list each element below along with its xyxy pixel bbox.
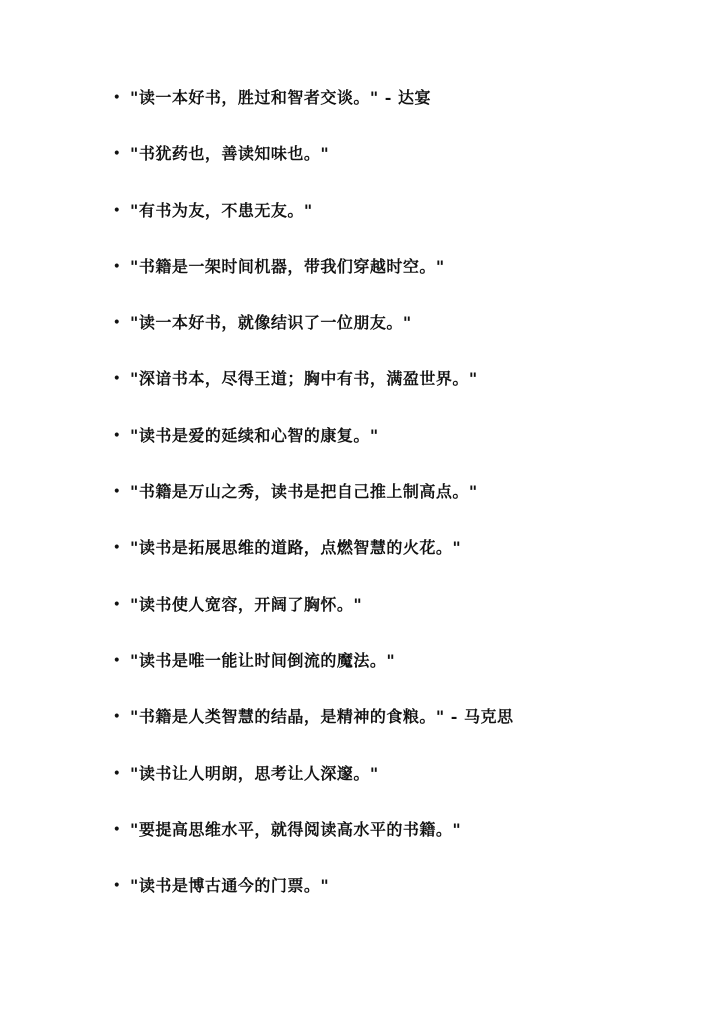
list-item — [0, 817, 720, 873]
bullet-icon: • — [112, 484, 122, 501]
list-item — [0, 85, 720, 141]
bullet-icon: • — [112, 202, 122, 219]
list-item — [0, 366, 720, 422]
quote-text: "有书为友，不患无友。" — [130, 200, 313, 220]
bullet-icon: • — [112, 540, 122, 557]
quote-text: "书籍是人类智慧的结晶，是精神的食粮。" - 马克思 — [130, 707, 514, 727]
bullet-icon: • — [112, 596, 122, 613]
list-item — [0, 423, 720, 479]
quote-text: "读一本好书，胜过和智者交谈。" - 达宴 — [130, 88, 431, 107]
bullet-icon: • — [112, 371, 122, 388]
list-item — [0, 254, 720, 310]
list-item — [0, 198, 720, 254]
quote-text: "书犹药也，善读知味也。" — [130, 144, 330, 164]
list-item — [0, 873, 720, 929]
quote-text: "读书让人明朗，思考让人深邃。" — [130, 763, 379, 783]
quote-text: "读书是爱的延续和心智的康复。" — [130, 425, 379, 445]
quote-text: "读书是唯一能让时间倒流的魔法。" — [130, 650, 396, 670]
bullet-icon: • — [112, 821, 122, 838]
bullet-icon: • — [112, 427, 122, 444]
quote-text: "读书是博古通今的门票。" — [130, 876, 330, 896]
list-item — [0, 761, 720, 817]
bullet-icon: • — [112, 652, 122, 669]
list-item — [0, 648, 720, 704]
quote-text: "读一本好书，就像结识了一位朋友。" — [130, 313, 412, 333]
list-item — [0, 535, 720, 591]
bullet-icon: • — [112, 709, 122, 726]
bullet-icon: • — [112, 146, 122, 163]
bullet-icon: • — [112, 315, 122, 332]
bullet-icon: • — [112, 765, 122, 782]
bullet-icon: • — [112, 90, 122, 106]
quote-text: "书籍是一架时间机器，带我们穿越时空。" — [130, 256, 445, 276]
list-item — [0, 704, 720, 760]
bullet-icon: • — [112, 878, 122, 895]
quote-text: "读书是拓展思维的道路，点燃智慧的火花。" — [130, 538, 462, 558]
list-item — [0, 310, 720, 366]
list-item — [0, 592, 720, 648]
bullet-icon: • — [112, 258, 122, 275]
quote-text: "要提高思维水平，就得阅读高水平的书籍。" — [130, 819, 462, 839]
quote-text: "书籍是万山之秀，读书是把自己推上制高点。" — [130, 482, 478, 502]
quote-text: "深谙书本，尽得王道；胸中有书，满盈世界。" — [130, 369, 478, 389]
quote-text: "读书使人宽容，开阔了胸怀。" — [130, 594, 363, 614]
quote-list — [0, 85, 720, 929]
list-item — [0, 141, 720, 197]
list-item — [0, 479, 720, 535]
